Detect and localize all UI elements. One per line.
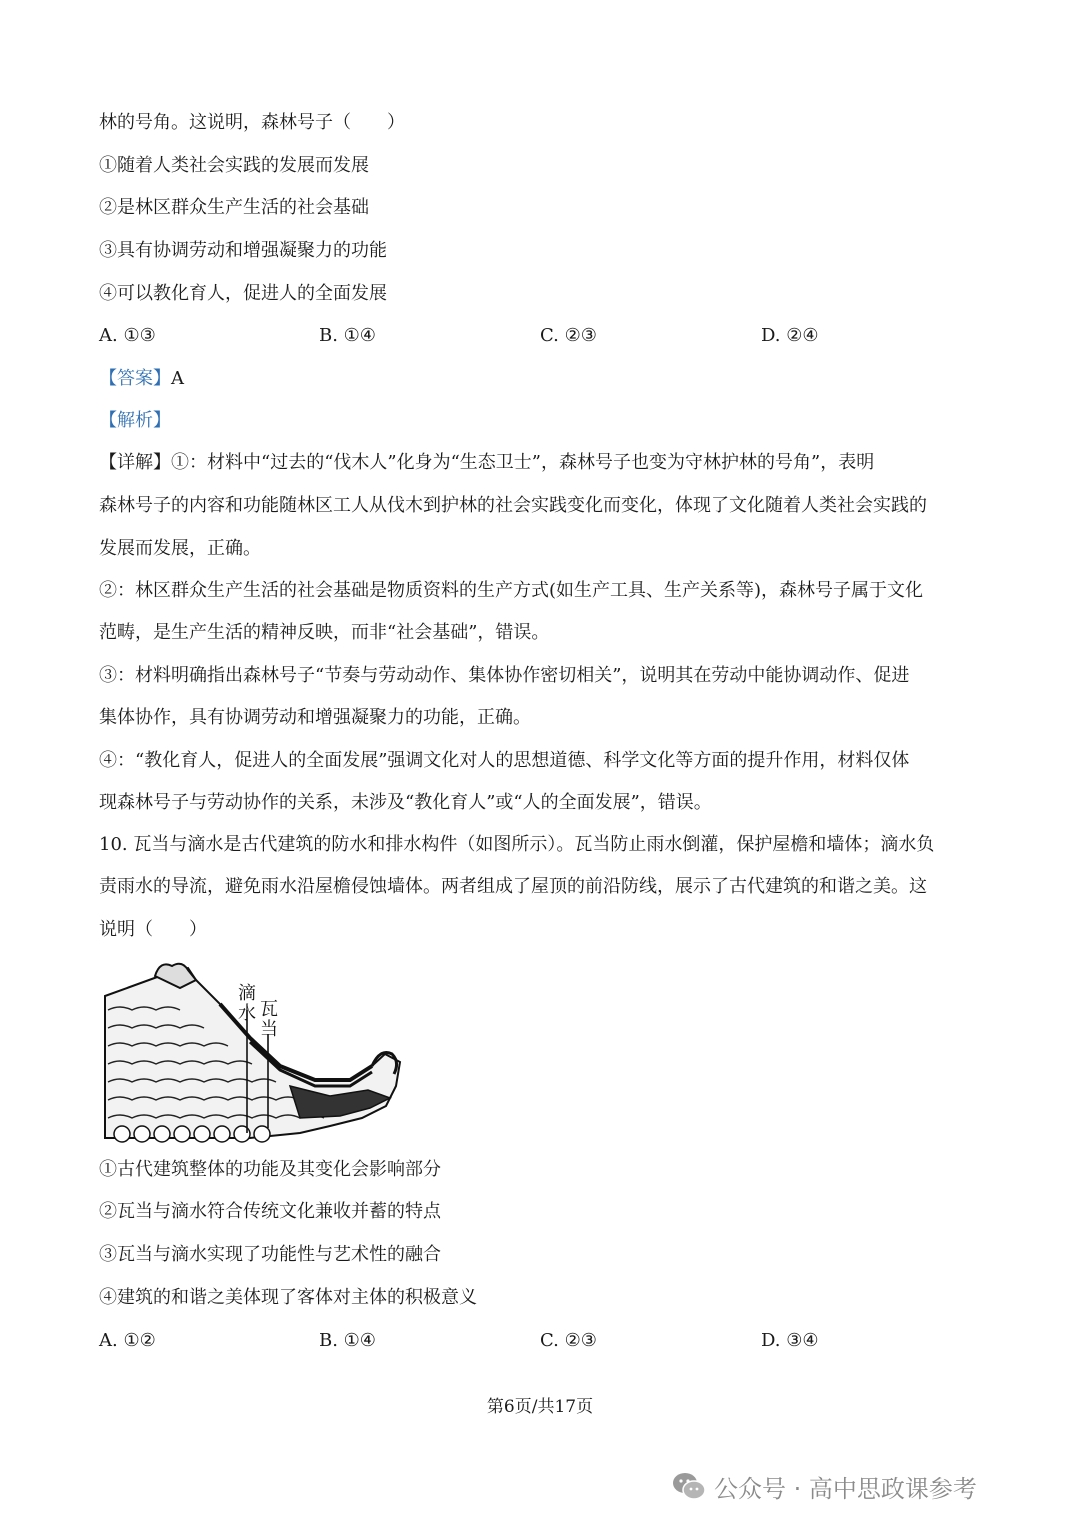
eave-illustration xyxy=(100,958,405,1143)
q9-detail-line: 【详解】①：材料中“过去的“伐木人”化身为“生态卫士”，森林号子也变为守林护林的号角”，表明 xyxy=(99,452,875,473)
q9-answer xyxy=(99,367,184,391)
q9-detail-line: ④：“教化育人，促进人的全面发展”强调文化对人的思想道德、科学文化等方面的提升作用，材料仅体 xyxy=(99,750,910,771)
q9-detail-line: ②：林区群众生产生活的社会基础是物质资料的生产方式(如生产工具、生产关系等)，森林号子属于文化 xyxy=(99,580,924,601)
answer-value: A xyxy=(171,368,184,389)
q10-option-c: C. ②③ xyxy=(540,1330,597,1351)
q9-item-2: ②是林区群众生产生活的社会基础 xyxy=(99,197,369,218)
q9-detail-line: 森林号子的内容和功能随林区工人从伐木到护林的社会实践变化而变化，体现了文化随着人类社会实践的 xyxy=(99,495,927,516)
q9-analysis-tag: 【解析】 xyxy=(99,410,171,431)
q10-option-b: B. ①④ xyxy=(319,1330,376,1351)
q9-item-4: ④可以教化育人，促进人的全面发展 xyxy=(99,283,387,304)
wechat-icon xyxy=(672,1471,706,1501)
q9-detail-line: ③：材料明确指出森林号子“节奏与劳动动作、集体协作密切相关”，说明其在劳动中能协调动作、促进 xyxy=(99,665,910,686)
q9-item-3: ③具有协调劳动和增强凝聚力的功能 xyxy=(99,240,387,261)
q10-item-1: ①古代建筑整体的功能及其变化会影响部分 xyxy=(99,1159,441,1180)
q10-stem-line: 责雨水的导流，避免雨水沿屋檐侵蚀墙体。两者组成了屋顶的前沿防线，展示了古代建筑的和谐之美。这 xyxy=(99,876,927,897)
label-wadang-1: 瓦 xyxy=(260,999,278,1020)
q10-option-d: D. ③④ xyxy=(761,1330,819,1351)
q9-stem-end: 林的号角。这说明，森林号子（ ） xyxy=(99,112,405,133)
q10-item-3: ③瓦当与滴水实现了功能性与艺术性的融合 xyxy=(99,1244,441,1265)
q9-option-c: C. ②③ xyxy=(540,325,597,346)
q9-option-d: D. ②④ xyxy=(761,325,819,346)
q9-option-b: B. ①④ xyxy=(319,325,376,346)
q9-option-a: A. ①③ xyxy=(99,325,156,346)
label-dishui-1: 滴 xyxy=(238,983,256,1004)
q10-option-a: A. ①② xyxy=(99,1330,156,1351)
q10-item-4: ④建筑的和谐之美体现了客体对主体的积极意义 xyxy=(99,1287,477,1308)
q9-detail-line: 范畴，是生产生活的精神反映，而非“社会基础”，错误。 xyxy=(99,622,550,643)
q9-detail-line: 现森林号子与劳动协作的关系，未涉及“教化育人”或“人的全面发展”，错误。 xyxy=(99,792,712,813)
page-number: 第6页/共17页 xyxy=(486,1397,594,1417)
q9-detail-line: 集体协作，具有协调劳动和增强凝聚力的功能，正确。 xyxy=(99,707,531,728)
q10-stem-line: 10. 瓦当与滴水是古代建筑的防水和排水构件（如图所示）。瓦当防止雨水倒灌，保护屋檐和墙体；滴水负 xyxy=(99,834,935,855)
label-dishui-2: 水 xyxy=(238,1003,256,1024)
watermark xyxy=(672,1466,977,1506)
answer-tag: 【答案】 xyxy=(99,368,171,389)
watermark-text: 公众号 · 高中思政课参考 xyxy=(714,1474,977,1503)
q10-item-2: ②瓦当与滴水符合传统文化兼收并蓄的特点 xyxy=(99,1201,441,1222)
q9-item-1: ①随着人类社会实践的发展而发展 xyxy=(99,155,369,176)
label-wadang-2: 当 xyxy=(260,1019,278,1040)
q10-stem-line: 说明（ ） xyxy=(99,919,207,940)
eave-drawing xyxy=(100,958,405,1143)
q9-detail-line: 发展而发展，正确。 xyxy=(99,538,261,559)
